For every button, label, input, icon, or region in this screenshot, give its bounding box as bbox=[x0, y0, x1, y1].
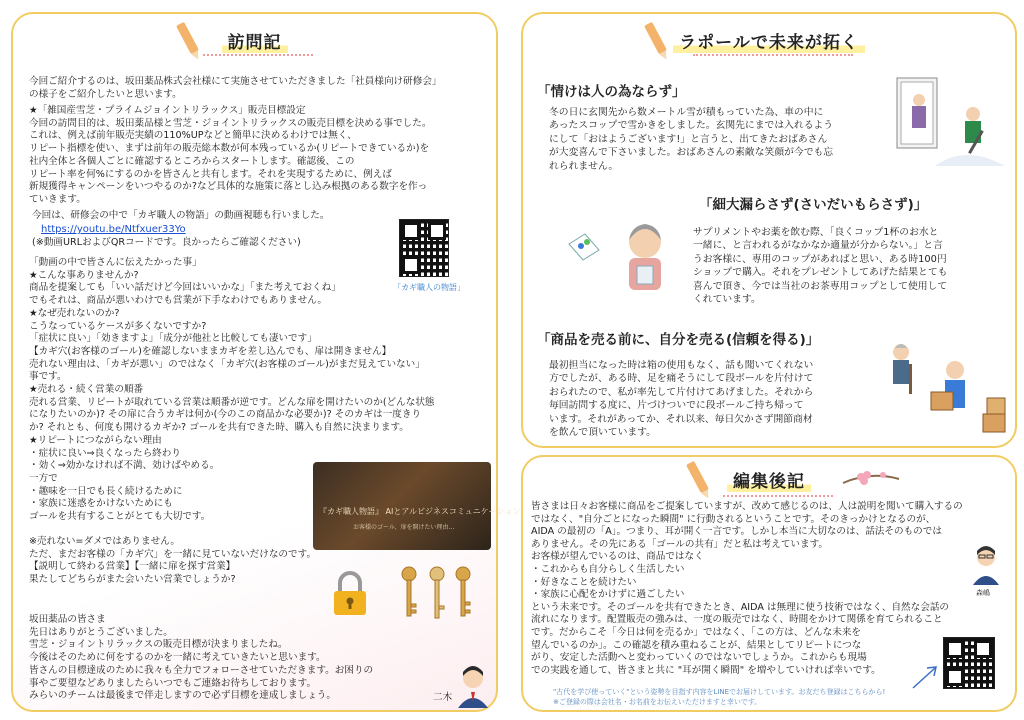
story1-heading: 「情けは人の為ならず」 bbox=[537, 84, 686, 100]
author-signature: 二木 bbox=[433, 692, 453, 703]
video-note: (※動画URLおよびQRコードです。良かったらご確認ください) bbox=[29, 237, 301, 248]
key-craftsman-photo bbox=[313, 462, 521, 550]
visit-report-panel bbox=[11, 12, 521, 712]
grandmother-cup-illustration bbox=[563, 214, 673, 300]
story2-heading: 「細大漏らさず(さいだいもらさず)」 bbox=[699, 197, 928, 213]
story3-text: 最初担当になった時は箱の使用もなく、話も聞いてくれない 方でしたが、ある時、足を痛そうにして段ボールを片付けて おられたので、私が率先して片付けてあげました。それから 毎回訪問する度に、片づけついでに段ボールご持ち帰って います。それがあってか、それ以来、毎日欠かさず開節商材 を飲んで頂いています。 bbox=[549, 360, 814, 439]
padlock-icon bbox=[331, 569, 369, 617]
intro-text: 今回ご紹介するのは、坂田薬品株式会社様にて実施させていただきました「社員様向け研修会」 の様子をご紹介したいと思います。 bbox=[29, 76, 442, 100]
visit-report-title: 訪問記 bbox=[13, 28, 496, 53]
story3-heading: 「商品を売る前に、自分を売る(信頼を得る)」 bbox=[537, 332, 820, 348]
video-text: 今回は、研修会の中で「カギ職人の物語」の動画視聴も行いました。 bbox=[29, 210, 330, 221]
story1-text: 冬の日に玄関先から数メートル雪が積もっていた為、車の中に あったスコップで雪かきをしました。玄関先にまでは入れるよう にして「おはようございます!」と言うと、出てきたおばあさん が大変喜んで下さいました。おばあさんの素敵な笑顔が今でも忘 れられません。 bbox=[549, 107, 834, 172]
video-lesson-body: 「動画の中で皆さんに伝えたかった事」 ★こんな事ありませんか? 商品を提案しても「いい話だけど今回はいいかな」「また考えておくね」 でもそれは、商品が悪いわけでも営業が下手なわけでもありません。 ★なぜ売れないのか? こうなっているケースが多くないですか? 「症状に良い」「効きますよ」「成分が他社と比較しても凄いです」 【カギ穴(お客様のゴール)を確認しないままカギを差し込んでも、扉は開きません】 売れない理由は、「カギが悪い」のではなく「カギ穴(お客様のゴール)がまだ見えていない」 事です。 ★売れる・続く営業の順番 売れる営業、リピートが取れている営業は順番が逆です。どんな扉を開けたいのか(どんな状態 になりたいのか)? その扉に合うカギは何か(今のこの商品かな必要か)? そのカギは一度きり か? それとも、何度も開けるカギか? ゴールを共有できた時、購入も自然に決まります。 ★リピートにつながらない理由 ・症状に良い⇒良くなったら終わり ・効く⇒効かなければ不満、効けばやめる。 一方で ・趣味を一日でも長く続けるために ・家族に迷惑をかけないためにも ゴールを共有することがとても大切です。 bbox=[29, 257, 435, 523]
line-qr-code[interactable] bbox=[943, 637, 995, 689]
editor-name: 森嶋 bbox=[976, 589, 990, 597]
author-avatar bbox=[456, 664, 490, 708]
editors-note-title: 編集後記 bbox=[523, 467, 1015, 492]
snow-shoveling-illustration bbox=[895, 74, 1007, 174]
arrow-icon bbox=[911, 662, 941, 692]
title-underline bbox=[203, 54, 313, 60]
editor-avatar bbox=[971, 545, 1001, 585]
rapport-panel bbox=[521, 12, 1017, 448]
editors-note-text: 皆さまは日々お客様に商品をご提案していますが、改めて感じるのは、人は説明を聞いて購入するの ではなく、"自分ごとになった瞬間" に行動されるということです。そのきっかけとなるのが、 AIDA の最初の「A」。つまり、耳が開く一言です。しかし本当に大切なのは、話法そのものでは ありません。その先にある「ゴールの共有」だと私は考えています。 お客様が望んでいるのは、商品ではなく ・これからも自分らしく生活したい ・好きなことを続けたい ・家族に心配をかけずに過ごしたい という未来です。そのゴールを共有できたとき、AIDA は無理に使う技術ではなく、自然な会話の 流れになります。配置販売の強みは、一度の販売ではなく、時間をかけて関係を育てられること です。だからこそ「今日は何を売るか」ではなく、「この方は、どんな未来を 望んでいるのか」。この確認を積み重ねることが、結果としてリピートにつな がり、安定した活動へと変わっていくのではないでしょうか。これからも現場 での実践を通して、皆さまと共に "耳が開く瞬間" を増やしていければ幸いです。 bbox=[531, 501, 963, 676]
keys-icon bbox=[393, 564, 483, 624]
cherry-blossom-icon bbox=[841, 467, 901, 489]
closing-message: 坂田薬品の皆さま 先日はありがとうございました。 雪芝・ジョイントリラックスの販売目標が決まりましたね。 今後はそのために何をするのかを一緒に考えていきたいと思います。 皆さんの目標達成のために我々も全力でフォローさせていただきます。お困りの 事やご要望などありましたらいつでもご連絡お待ちしております。 みらいのチームは最後まで伴走しますので必ず目標を達成しましょう。 bbox=[29, 614, 374, 702]
video-link[interactable]: https://youtu.be/Ntfxuer33Yo bbox=[41, 224, 186, 235]
carrying-boxes-illustration bbox=[883, 334, 1013, 444]
closing-note: ※売れない=ダメではありません。 ただ、まだお客様の「カギ穴」を一緒に見ていないだけなのです。 【説明して終わる営業】【一緒に扉を探す営業】 果たしてどちらがまた会いたい営業でしょうか? bbox=[29, 536, 317, 586]
photo-subtitle: お客様のゴール、扉を開けたい理由… bbox=[353, 524, 455, 531]
qr-caption: 「カギ職人の物語」 bbox=[393, 283, 465, 292]
editors-note-panel bbox=[521, 455, 1017, 712]
line-footnote: "古代を学び使っていく"という姿勢を目指す内容をLINEでお届けしています。お友だち登録はこちらから! ※ご登録の際は会社名・お名前をお伝えいただけますと幸いです。 bbox=[553, 688, 886, 706]
rapport-title: ラポールで未来が拓く bbox=[523, 28, 1015, 53]
title-underline bbox=[693, 54, 853, 60]
photo-title: 『カギ職人物語』 AIとアルビジネスコミュニケーション bbox=[319, 507, 521, 516]
story2-text: サプリメントやお薬を飲む際、「良くコップ1杯のお水と 一緒に、と言われるがなかなか適量が分からない。」と言 うお客様に、専用のコップがあればと思い、ある時100円 ショップで購入。それをプレゼントしてあげた結果とても 喜んで頂き、今では当社のお茶専用コップとして使用して くれています。 bbox=[693, 227, 948, 306]
sales-target-section: ★「雑国産雪芝・プライムジョイントリラックス」販売目標設定 今回の訪問目的は、坂田薬品様と雪芝・ジョイントリラックスの販売目標を決める事でした。 これは、例えば前年販売実績の110%UPなどと簡単に決めるわけでは無く、 リピート指標を使い、まずは前年の販売総本数が何本残っているか(リピートできているか)を 社内全体と各個人ごとに確認するところからスタートします。確認後、この リピート率を何%にするのかを皆さんと共有します。それを実現するために、例えば 新規獲得キャンペーンをいつやるのか?など具体的な施策に落とし込み根拠のある数字を作っ ていきます。 bbox=[29, 105, 432, 205]
